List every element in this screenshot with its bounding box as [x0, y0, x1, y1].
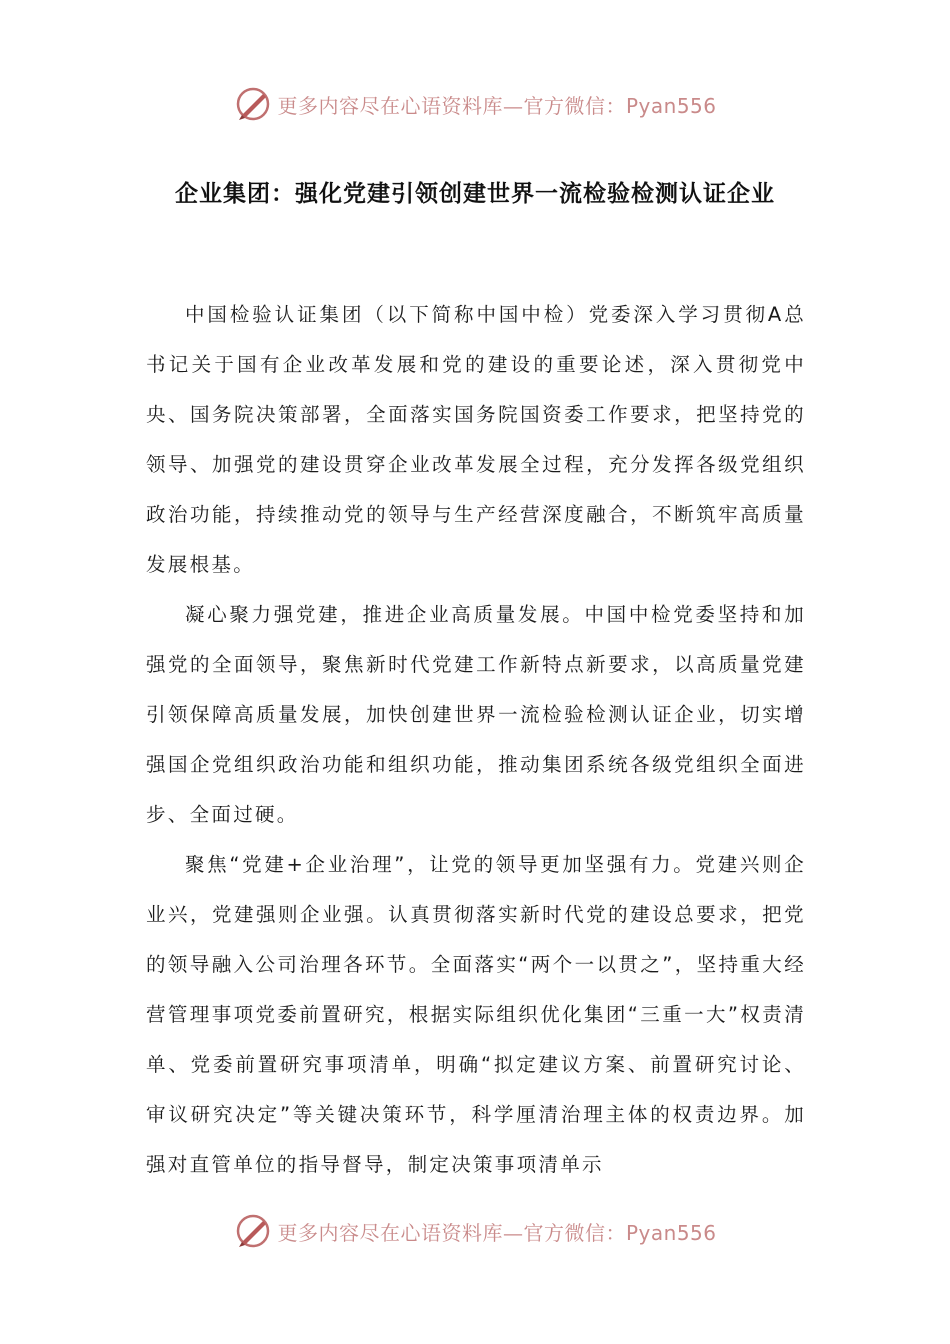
wechat-id: Pyan556	[625, 1220, 717, 1245]
document-body	[146, 290, 806, 1190]
watermark-footer	[0, 1209, 950, 1253]
watermark-header	[0, 82, 950, 126]
paragraph: 中国检验认证集团（以下简称中国中检）党委深入学习贯彻A总书记关于国有企业改革发展和党的建设的重要论述，深入贯彻党中央、国务院决策部署，全面落实国务院国资委工作要求，把坚持党的领导、加强党的建设贯穿企业改革发展全过程，充分发挥各级党组织政治功能，持续推动党的领导与生产经营深度融合，不断筑牢高质量发展根基。	[146, 303, 806, 576]
pen-logo-icon	[233, 84, 273, 124]
pen-logo-icon	[233, 1211, 273, 1251]
paragraph: 凝心聚力强党建，推进企业高质量发展。中国中检党委坚持和加强党的全面领导，聚焦新时代党建工作新特点新要求，以高质量党建引领保障高质量发展，加快创建世界一流检验检测认证企业，切实增强国企党组织政治功能和组织功能，推动集团系统各级党组织全面进步、全面过硬。	[146, 603, 806, 826]
watermark-text: 更多内容尽在心语资料库—官方微信：Pyan556	[277, 93, 717, 118]
wechat-id: Pyan556	[625, 93, 717, 118]
paragraph: 聚焦“党建+企业治理”，让党的领导更加坚强有力。党建兴则企业兴，党建强则企业强。认真贯彻落实新时代党的建设总要求，把党的领导融入公司治理各环节。全面落实“两个一以贯之”，坚持重大经营管理事项党委前置研究，根据实际组织优化集团“三重一大”权责清单、党委前置研究事项清单，明确“拟定建议方案、前置研究讨论、审议研究决定”等关键决策环节，科学厘清治理主体的权责边界。加强对直管单位的指导督导，制定决策事项清单示	[146, 853, 806, 1176]
watermark-text: 更多内容尽在心语资料库—官方微信：Pyan556	[277, 1220, 717, 1245]
document-title: 企业集团：强化党建引领创建世界一流检验检测认证企业	[175, 181, 775, 207]
